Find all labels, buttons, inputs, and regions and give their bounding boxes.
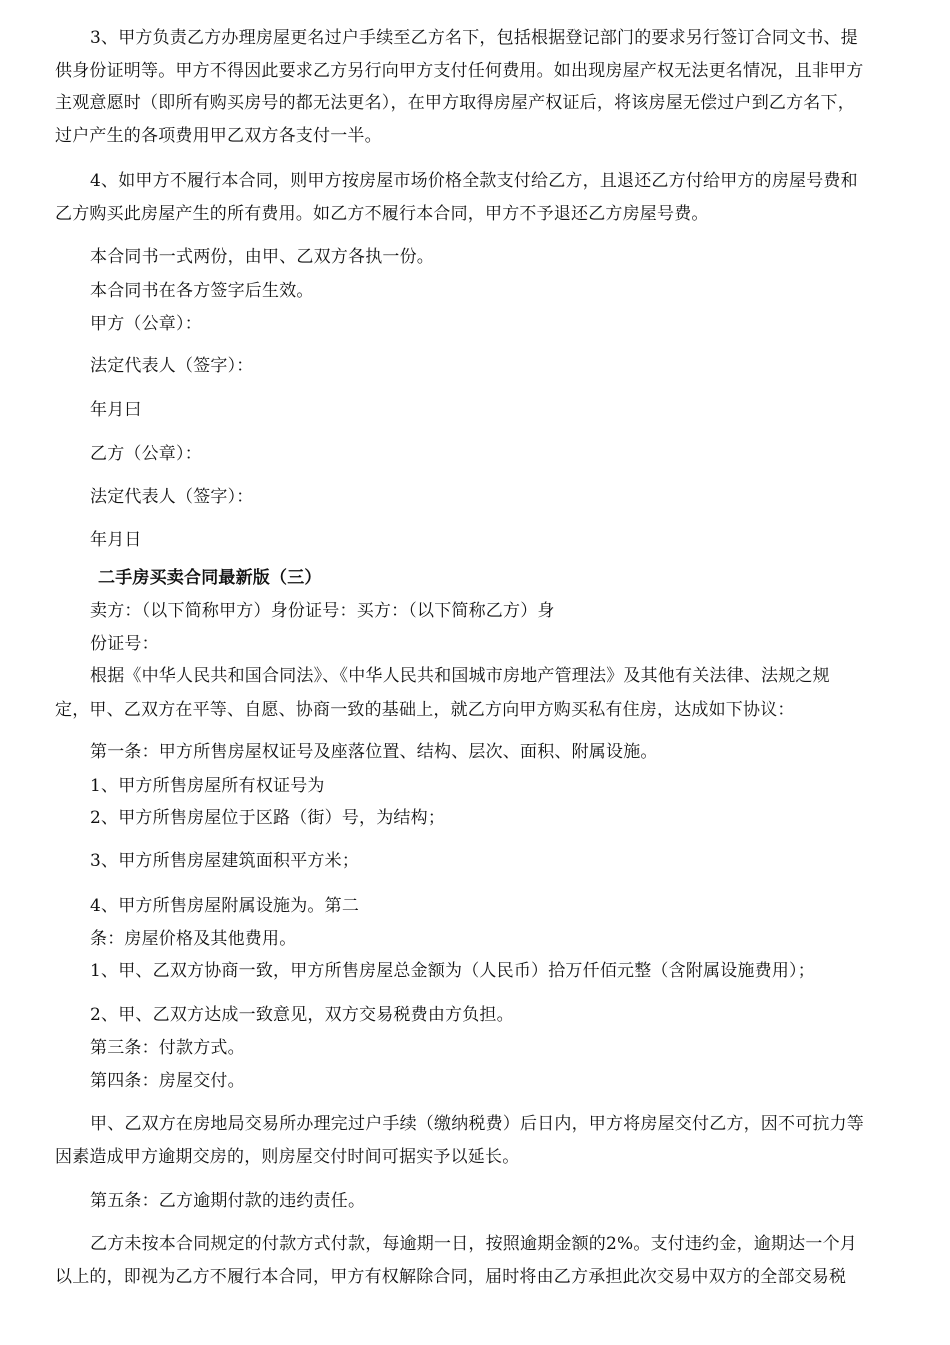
signature-date-label: 年月曰 (90, 400, 142, 420)
paragraph-line: 甲、乙双方在房地局交易所办理完过户手续（缴纳税费）后日内，甲方将房屋交付乙方，因不可抗力等 (90, 1114, 864, 1134)
paragraph-line: 因素造成甲方逾期交房的，则房屋交付时间可据实予以延长。 (55, 1147, 520, 1167)
paragraph-line: 供身份证明等。甲方不得因此要求乙方另行向甲方支付任何费用。如出现房屋产权无法更名情况，且非甲方 (55, 61, 864, 81)
paragraph-line: 本合同书一式两份，由甲、乙双方各执一份。 (90, 247, 434, 267)
paragraph-line: 2、甲、乙双方达成一致意见，双方交易税费由方负担。 (90, 1005, 514, 1025)
paragraph-line: 2、甲方所售房屋位于区路（街）号，为结构； (90, 808, 446, 828)
article-heading: 第四条：房屋交付。 (90, 1071, 245, 1091)
article-heading: 条：房屋价格及其他费用。 (90, 929, 297, 949)
article-heading: 第五条：乙方逾期付款的违约责任。 (90, 1191, 366, 1211)
paragraph-line: 本合同书在各方签字后生效。 (90, 281, 314, 301)
paragraph-line: 3、甲方负责乙方办理房屋更名过户手续至乙方名下，包括根据登记部门的要求另行签订合同文书、提 (90, 28, 858, 48)
paragraph-line: 乙方购买此房屋产生的所有费用。如乙方不履行本合同，甲方不予退还乙方房屋号费。 (55, 204, 709, 224)
paragraph-line: 1、甲方所售房屋所有权证号为 (90, 776, 325, 796)
paragraph-line: 根据《中华人民共和国合同法》、《中华人民共和国城市房地产管理法》及其他有关法律、法规之规 (90, 666, 830, 686)
signature-label-party-b: 乙方（公章）： (90, 444, 202, 464)
paragraph-line: 以上的，即视为乙方不履行本合同，甲方有权解除合同，届时将由乙方承担此次交易中双方的全部交易税 (55, 1267, 847, 1287)
signature-date-label: 年月日 (90, 530, 142, 550)
paragraph-line: 3、甲方所售房屋建筑面积平方米； (90, 851, 360, 871)
paragraph-line: 卖方：（以下简称甲方）身份证号：买方：（以下简称乙方）身 (90, 601, 555, 621)
paragraph-line: 份证号： (90, 634, 159, 654)
signature-label-representative: 法定代表人（签字）： (90, 487, 254, 507)
paragraph-line: 乙方未按本合同规定的付款方式付款，每逾期一日，按照逾期金额的2%。支付违约金，逾期达一个月 (90, 1234, 857, 1254)
article-heading: 第三条：付款方式。 (90, 1038, 245, 1058)
article-heading: 第一条：甲方所售房屋权证号及座落位置、结构、层次、面积、附属设施。 (90, 742, 658, 762)
section-title: 二手房买卖合同最新版（三） (98, 568, 322, 588)
paragraph-line: 4、如甲方不履行本合同，则甲方按房屋市场价格全款支付给乙方，且退还乙方付给甲方的房屋号费和 (90, 171, 858, 191)
signature-label-representative: 法定代表人（签字）： (90, 356, 254, 376)
paragraph-line: 1、甲、乙双方协商一致，甲方所售房屋总金额为（人民币）拾万仟佰元整（含附属设施费用）； (90, 961, 815, 981)
paragraph-line: 定，甲、乙双方在平等、自愿、协商一致的基础上，就乙方向甲方购买私有住房，达成如下协议： (55, 700, 795, 720)
paragraph-line: 4、甲方所售房屋附属设施为。第二 (90, 896, 360, 916)
paragraph-line: 过户产生的各项费用甲乙双方各支付一半。 (55, 126, 382, 146)
paragraph-line: 主观意愿时（即所有购买房号的都无法更名），在甲方取得房屋产权证后，将该房屋无偿过户到乙方名下， (55, 93, 855, 113)
signature-label-party-a: 甲方（公章）： (90, 314, 202, 334)
